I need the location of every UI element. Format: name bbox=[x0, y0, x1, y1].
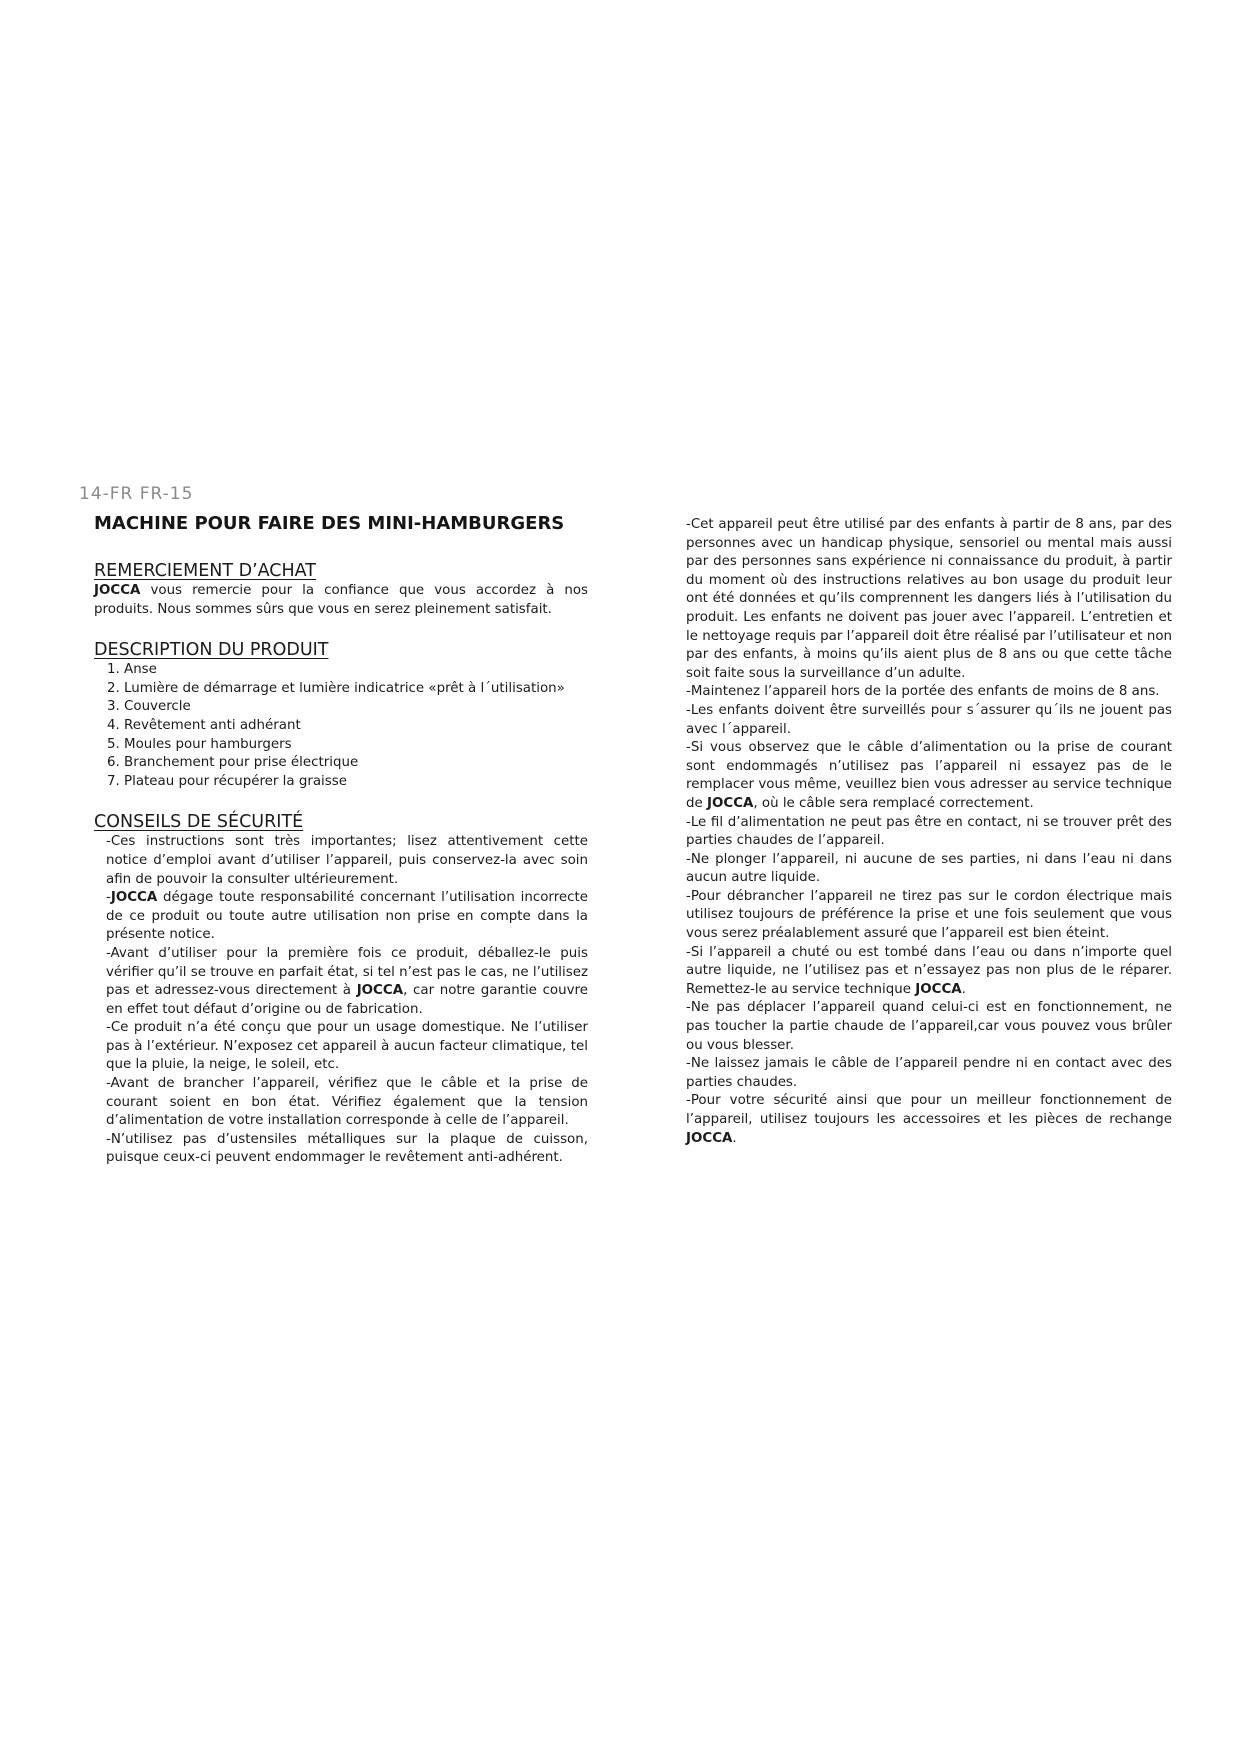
text-span: dégage toute responsabilité concernant l’utilisation incorrecte de ce produit ou toute autre utilisation non prise en compte dans la présente notice. bbox=[106, 890, 588, 943]
safety-paragraph: -Cet appareil peut être utilisé par des enfants à partir de 8 ans, par des personnes avec un handicap physique, sensoriel ou mental mais aussi par des personnes sans expérience ni connaissance du produit, à partir du moment où des instructions relatives au bon usage du produit leur ont été données et qu’ils comprennent les dangers liés à l’utilisation du produit. Les enfants ne doivent pas jouer avec l’appareil. L’entretien et le nettoyage requis par l’appareil doit être réalisé par l’utilisateur et non par des enfants, à moins qu’ils aient plus de 8 ans ou que cette tâche soit faite sous la surveillance d’un adulte. bbox=[686, 517, 1173, 681]
safety-paragraph: -Ces instructions sont très importantes; lisez attentivement cette notice d’emploi avant d’utiliser l’appareil, puis conservez-la avec soin afin de pouvoir la consulter ultérieurement. bbox=[106, 834, 588, 887]
section-heading-thanks: REMERCIEMENT D’ACHAT bbox=[94, 561, 316, 581]
text-span: -Avant d’utiliser pour la première fois ce produit, déballez-le puis vérifier qu’il se trouve en parfait état, si tel n’est pas le cas, ne l’utilisez pas et adressez-vous directement à bbox=[106, 945, 588, 999]
safety-text bbox=[106, 833, 588, 1168]
list-item: 2. Lumière de démarrage et lumière indicatrice «prêt à l´utilisation» bbox=[107, 680, 565, 696]
brand-name: JOCCA bbox=[915, 981, 962, 997]
section-heading-description: DESCRIPTION DU PRODUIT bbox=[94, 640, 329, 661]
safety-paragraph: -N’utilisez pas d’ustensiles métalliques sur la plaque de cuisson, puisque ceux-ci peuvent endommager le revêtement anti-adhérent. bbox=[106, 1131, 588, 1166]
product-parts-list bbox=[94, 661, 588, 791]
safety-paragraph: -Ne pas déplacer l’appareil quand celui-ci est en fonctionnement, ne pas toucher la partie chaude de l’appareil,car vous pouvez vous brûler ou vous blesser. bbox=[686, 1000, 1172, 1053]
section-heading-safety: CONSEILS DE SÉCURITÉ bbox=[94, 812, 304, 833]
section-thanks bbox=[94, 560, 588, 619]
safety-paragraph: -Le fil d’alimentation ne peut pas être en contact, ni se trouver prêt des parties chaudes de l’appareil. bbox=[686, 814, 1172, 849]
section-description bbox=[94, 639, 588, 791]
text-span: -Si vous observez que le câble d’alimentation ou la prise de courant sont endommagés n’utilisez pas l’appareil ni essayez pas de le remplacer vous même, veuillez bien vous adresser au service technique de bbox=[686, 740, 1172, 811]
brand-name: JOCCA bbox=[94, 583, 141, 598]
safety-paragraph: -Ne laissez jamais le câble de l’appareil pendre ni en contact avec des parties chaudes. bbox=[686, 1056, 1172, 1090]
list-item: 1. Anse bbox=[107, 662, 157, 678]
safety-paragraph bbox=[106, 889, 588, 945]
text-span: . bbox=[961, 981, 966, 997]
page-number: 14-FR FR-15 bbox=[79, 484, 194, 504]
text-span: , car notre garantie couvre en effet tout défaut d’origine ou de fabrication. bbox=[106, 983, 588, 1017]
safety-paragraph: -Ne plonger l’appareil, ni aucune de ses parties, ni dans l’eau ni dans aucun autre liquide. bbox=[686, 851, 1172, 886]
list-item: 7. Plateau pour récupérer la graisse bbox=[107, 773, 347, 789]
thanks-body: vous remercie pour la confiance que vous accordez à nos produits. Nous sommes sûrs que vous en serez pleinement satisfait. bbox=[94, 583, 588, 617]
list-item: 4. Revêtement anti adhérant bbox=[107, 717, 301, 733]
section-safety bbox=[94, 811, 588, 1168]
thanks-text bbox=[94, 582, 588, 619]
text-span: - bbox=[106, 890, 111, 906]
text-span: , où le câble sera remplacé correctement. bbox=[753, 795, 1034, 811]
document-title: MACHINE POUR FAIRE DES MINI-HAMBURGERS bbox=[94, 513, 565, 534]
safety-paragraph: -Maintenez l’appareil hors de la portée des enfants de moins de 8 ans. bbox=[686, 684, 1160, 700]
safety-paragraph bbox=[686, 1092, 1172, 1148]
list-item: 3. Couvercle bbox=[107, 699, 191, 715]
safety-paragraph bbox=[686, 739, 1172, 813]
safety-paragraph: -Les enfants doivent être surveillés pour s´assurer qu´ils ne jouent pas avec l´appareil. bbox=[686, 702, 1172, 737]
safety-paragraph: -Ce produit n’a été conçu que pour un usage domestique. Ne l’utiliser pas à l’extérieur. N’exposez cet appareil à aucun facteur climatique, tel que la pluie, la neige, le soleil, etc. bbox=[106, 1020, 588, 1073]
text-span: -Si l’appareil a chuté ou est tombé dans l’eau ou dans n’importe quel autre liquide, ne l’utilisez pas et n’essayez pas non plus de le réparer. Remettez-le au service technique bbox=[686, 944, 1172, 997]
brand-name: JOCCA bbox=[686, 1130, 733, 1146]
list-item: 6. Branchement pour prise électrique bbox=[107, 755, 359, 771]
left-column bbox=[94, 512, 588, 1188]
safety-paragraph bbox=[686, 944, 1172, 1000]
brand-name: JOCCA bbox=[707, 795, 754, 811]
safety-paragraph: -Avant de brancher l’appareil, vérifiez que le câble et la prise de courant soient en bon état. Vérifiez également que la tension d’alimentation de votre installation corresponde à celle de l’appareil. bbox=[106, 1076, 588, 1129]
right-column bbox=[686, 516, 1172, 1148]
list-item: 5. Moules pour hamburgers bbox=[107, 736, 292, 752]
brand-name: JOCCA bbox=[356, 983, 404, 999]
brand-name: JOCCA bbox=[110, 890, 158, 906]
safety-paragraph: -Pour débrancher l’appareil ne tirez pas sur le cordon électrique mais utilisez toujours de préférence la prise et une fois seulement que vous vous serez préalablement assuré que l’appareil est bien éteint. bbox=[686, 888, 1172, 942]
text-span: . bbox=[732, 1130, 737, 1146]
text-span: -Pour votre sécurité ainsi que pour un meilleur fonctionnement de l’appareil, utilisez toujours les accessoires et les pièces de rechange bbox=[686, 1093, 1172, 1127]
safety-paragraph bbox=[106, 945, 588, 1019]
